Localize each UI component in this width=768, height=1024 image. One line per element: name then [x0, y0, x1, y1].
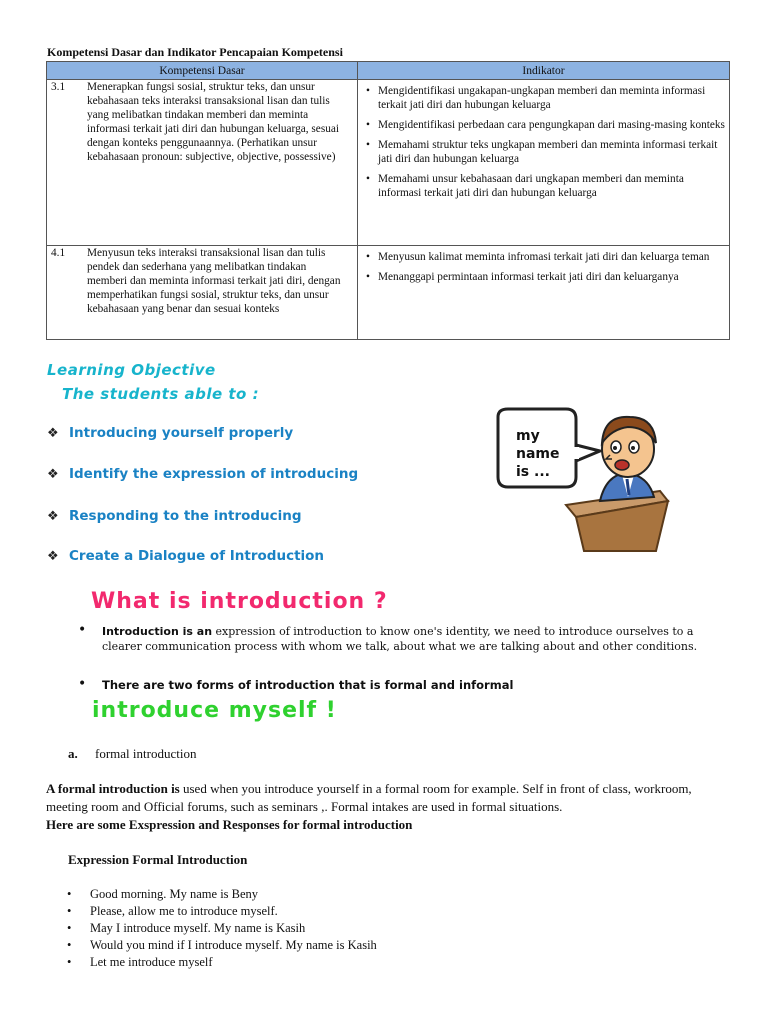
diamond-bullet-icon: ❖ — [47, 467, 59, 482]
table-title: Kompetensi Dasar dan Indikator Pencapaian Kompetensi — [47, 45, 343, 59]
objective-item: ❖ Identify the expression of introducing — [47, 466, 359, 482]
kd-text: Menerapkan fungsi sosial, struktur teks, dan unsur kebahasaan teks interaksi transaksional lisan dan tulis yang melibatkan tindakan memberi dan meminta informasi terkait jati diri dan hubungan keluarga, sesuai dengan konteks penggunaannya. (Perhatikan unsur kebahasaan pronoun: subjective, objective, possessive) — [87, 81, 340, 163]
objective-item: ❖ Create a Dialogue of Introduction — [47, 548, 325, 564]
kd-number: 4.1 — [51, 247, 66, 259]
expression-item: • Good morning. My name is Beny — [67, 887, 259, 901]
bullet-icon: • — [78, 676, 87, 692]
kd-number: 3.1 — [51, 81, 66, 93]
expression-list — [67, 886, 377, 971]
competency-table — [46, 61, 730, 340]
expression-item: • May I introduce myself. My name is Kasih — [67, 921, 306, 935]
expression-item: • Let me introduce myself — [67, 955, 213, 969]
indicator-item: • Mengidentifikasi perbedaan cara pengungkapan dari masing-masing konteks — [378, 118, 725, 132]
speaker-illustration — [488, 405, 678, 555]
bullet-icon: • — [67, 904, 72, 918]
bullet-icon: • — [67, 938, 72, 952]
learning-objective-title: Learning Objective — [47, 361, 216, 379]
expression-heading: Expression Formal Introduction — [68, 852, 248, 867]
header-indikator: Indikator — [358, 62, 730, 80]
formal-label: a. formal introduction — [68, 746, 197, 761]
objective-item: ❖ Responding to the introducing — [47, 508, 302, 524]
indicator-cell — [358, 246, 730, 340]
definition-bullet: • Introduction is an expression of introduction to know one's identity, we need to introduce ourselves to a clearer communication process with whom we talk, about what we are talking about and other conditions. — [78, 622, 698, 653]
learning-objective-subtitle: The students able to : — [62, 385, 260, 403]
kd-cell — [47, 246, 358, 340]
formal-paragraph-2: Here are some Exspression and Responses for formal introduction — [46, 817, 413, 832]
indicator-list — [358, 246, 729, 294]
expression-item: • Would you mind if I introduce myself. My name is Kasih — [67, 938, 377, 952]
objective-item: ❖ Introducing yourself properly — [47, 425, 294, 441]
forms-bullet: • There are two forms of introduction that is formal and informal — [78, 676, 514, 692]
indicator-list — [358, 80, 729, 210]
bullet-icon: • — [78, 622, 87, 638]
speech-bubble-text: my name is ... — [516, 428, 560, 480]
bullet-icon: • — [67, 955, 72, 969]
bullet-icon: • — [67, 921, 72, 935]
indicator-item: • Memahami unsur kebahasaan dari ungkapan memberi dan meminta informasi terkait jati diri dan hubungan keluarga — [378, 172, 725, 200]
introduce-myself-heading: introduce myself ! — [92, 698, 337, 723]
kd-cell — [47, 80, 358, 246]
indicator-item: • Memahami struktur teks ungkapan memberi dan meminta informasi terkait jati diri dan hubungan keluarga — [378, 138, 725, 166]
indicator-cell — [358, 80, 730, 246]
indicator-item: • Menanggapi permintaan informasi terkait jati diri dan keluarganya — [378, 270, 725, 284]
indicator-item: • Mengidentifikasi ungakapan-ungkapan memberi dan meminta informasi terkait jati diri dan hubungan keluarga — [378, 84, 725, 112]
indicator-item: • Menyusun kalimat meminta infromasi terkait jati diri dan keluarga teman — [378, 250, 725, 264]
header-kompetensi-dasar: Kompetensi Dasar — [47, 62, 358, 80]
formal-paragraph: A formal introduction is used when you introduce yourself in a formal room for example. Self in front of class, workroom, meeting room and Official forums, such as seminars ,. Formal intakes are used in formal situations. — [46, 781, 692, 814]
diamond-bullet-icon: ❖ — [47, 426, 59, 441]
kd-text: Menyusun teks interaksi transaksional lisan dan tulis pendek dan sederhana yang melibatkan tindakan memberi dan meminta informasi terkait jati diri, dengan memperhatikan fungsi sosial, struktur teks, dan unsur kebahasaan yang benar dan sesuai konteks — [87, 247, 341, 315]
bullet-icon: • — [67, 887, 72, 901]
diamond-bullet-icon: ❖ — [47, 509, 59, 524]
diamond-bullet-icon: ❖ — [47, 549, 59, 564]
what-is-heading: What is introduction ? — [91, 589, 388, 614]
expression-item: • Please, allow me to introduce myself. — [67, 904, 278, 918]
